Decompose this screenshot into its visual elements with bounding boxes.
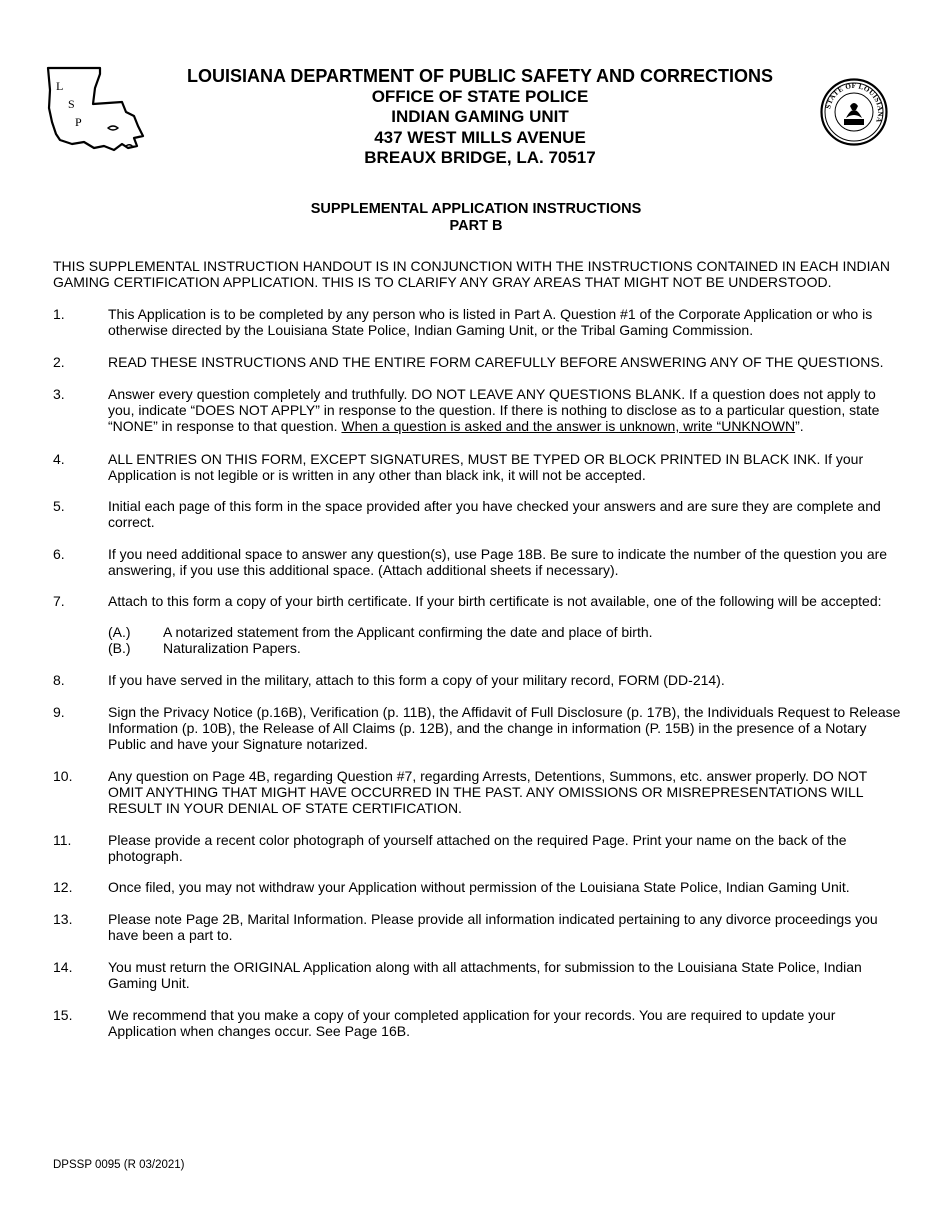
- instruction-item-15: [53, 1007, 903, 1039]
- state-seal: [820, 78, 888, 146]
- header-city: BREAUX BRIDGE, LA. 70517: [364, 148, 596, 167]
- item-text: Any question on Page 4B, regarding Question #7, regarding Arrests, Detentions, Summons, etc. answer properly. DO NOT OMIT ANYTHING THAT MIGHT HAVE OCCURRED IN THE PAST. ANY OMISSIONS OR MISREPRESENTATIONS WILL RESULT IN YOUR DENIAL OF STATE CERTIFICATION.: [108, 768, 867, 816]
- item-number: 8.: [53, 672, 65, 688]
- instruction-item-6: [53, 546, 903, 578]
- item-text: If you need additional space to answer any question(s), use Page 18B. Be sure to indicate the number of the question you are answering, if you use this additional space. (Attach additional sheets if necessary).: [108, 546, 888, 578]
- item-number: 9.: [53, 704, 65, 720]
- item-underlined-text: When a question is asked and the answer is unknown, write “UNKNOWN: [341, 418, 796, 434]
- instruction-item-2: [53, 354, 903, 370]
- item-number: 12.: [53, 879, 73, 895]
- instruction-item-13: [53, 911, 903, 943]
- sub-item-label: (A.): [108, 624, 131, 640]
- louisiana-map-icon: [42, 64, 146, 156]
- item-text: ALL ENTRIES ON THIS FORM, EXCEPT SIGNATURES, MUST BE TYPED OR BLOCK PRINTED IN BLACK INK. If your Application is not legible or is written in any other than black ink, it will not be accepted.: [108, 451, 864, 483]
- item-text: Please provide a recent color photograph of yourself attached on the required Page. Print your name on the back of the photograph.: [108, 832, 847, 864]
- form-number-footer: DPSSP 0095 (R 03/2021): [53, 1159, 185, 1171]
- title-line-1: SUPPLEMENTAL APPLICATION INSTRUCTIONS: [310, 201, 642, 217]
- instruction-item-7: [53, 593, 903, 609]
- sub-item-label: (B.): [108, 640, 131, 656]
- header-street: 437 WEST MILLS AVENUE: [374, 127, 586, 147]
- item-text: Attach to this form a copy of your birth certificate. If your birth certificate is not available, one of the following will be accepted:: [108, 593, 882, 609]
- header-unit: INDIAN GAMING UNIT: [391, 107, 569, 126]
- item-number: 10.: [53, 768, 73, 784]
- instruction-item-14: [53, 959, 903, 991]
- item-number: 2.: [53, 354, 65, 370]
- document-title: [150, 201, 802, 235]
- item-text: You must return the ORIGINAL Application along with all attachments, for submission to the Louisiana State Police, Indian Gaming Unit.: [108, 959, 862, 991]
- item-number: 1.: [53, 306, 65, 322]
- item-number: 7.: [53, 593, 65, 609]
- item-number: 11.: [53, 832, 72, 848]
- item-text: If you have served in the military, attach to this form a copy of your military record, FORM (DD-214).: [108, 672, 725, 688]
- sub-item-text: Naturalization Papers.: [163, 640, 301, 656]
- instruction-item-11: [53, 832, 903, 864]
- item-text: This Application is to be completed by any person who is listed in Part A. Question #1 of the Corporate Application or who is otherwise directed by the Louisiana State Police, Indian Gaming Unit, or the Tribal Gaming Commission.: [108, 306, 873, 338]
- title-line-2: PART B: [449, 218, 503, 234]
- lsp-louisiana-logo: [42, 64, 146, 156]
- sub-item-b: [108, 640, 808, 656]
- instruction-item-8: [53, 672, 903, 688]
- item-text-tail: ”.: [795, 418, 804, 434]
- instruction-item-3: [53, 386, 903, 434]
- header-office: OFFICE OF STATE POLICE: [371, 86, 589, 106]
- item-text: Sign the Privacy Notice (p.16B), Verification (p. 11B), the Affidavit of Full Disclosure (p. 17B), the Individuals Request to Release Information (p. 10B), the Release of All Claims (p. 12B), and the change in information (P. 15B) in the presence of a Notary Public and have your Signature notarized.: [108, 704, 901, 752]
- item-number: 5.: [53, 498, 65, 514]
- item-text: Once filed, you may not withdraw your Application without permission of the Louisiana State Police, Indian Gaming Unit.: [108, 879, 850, 895]
- instruction-item-5: [53, 498, 903, 530]
- item-text: Please note Page 2B, Marital Information. Please provide all information indicated pertaining to any divorce proceedings you have been a part to.: [108, 911, 878, 943]
- logo-letter-s: S: [68, 97, 75, 111]
- item-number: 4.: [53, 451, 65, 467]
- item-text: Answer every question completely and truthfully. DO NOT LEAVE ANY QUESTIONS BLANK. If a question does not apply to you, indicate “DOES NOT APPLY” in response to the question. If there is nothing to disclose as to a particular question, state “NONE” in response to that question.: [108, 386, 880, 434]
- instruction-item-10: [53, 768, 903, 816]
- sub-item-text: A notarized statement from the Applicant confirming the date and place of birth.: [163, 624, 653, 640]
- item-number: 13.: [53, 911, 73, 927]
- item-number: 14.: [53, 959, 73, 975]
- instruction-item-1: [53, 306, 903, 338]
- instruction-item-9: [53, 704, 903, 752]
- instruction-item-12: [53, 879, 903, 895]
- item-text: READ THESE INSTRUCTIONS AND THE ENTIRE FORM CAREFULLY BEFORE ANSWERING ANY OF THE QUESTIONS.: [108, 354, 884, 370]
- item-number: 6.: [53, 546, 65, 562]
- seal-icon: [820, 78, 888, 146]
- item-number: 15.: [53, 1007, 73, 1023]
- item-text: We recommend that you make a copy of your completed application for your records. You are required to update your Application when changes occur. See Page 16B.: [108, 1007, 836, 1039]
- intro-paragraph: THIS SUPPLEMENTAL INSTRUCTION HANDOUT IS IN CONJUNCTION WITH THE INSTRUCTIONS CONTAINED IN EACH INDIAN GAMING CERTIFICATION APPLICATION. THIS IS TO CLARIFY ANY GRAY AREAS THAT MIGHT NOT BE UNDERSTOOD.: [53, 258, 890, 290]
- sub-item-a: [108, 624, 808, 640]
- item-text-container: [108, 386, 903, 434]
- logo-letter-p: P: [75, 115, 82, 129]
- seal-ring-text: STATE OF LOUISIANA: [824, 81, 885, 124]
- item-text: Initial each page of this form in the space provided after you have checked your answers and are sure they are complete and correct.: [108, 498, 881, 530]
- agency-header: [150, 66, 810, 169]
- instruction-item-4: [53, 451, 903, 483]
- header-department: LOUISIANA DEPARTMENT OF PUBLIC SAFETY AND CORRECTIONS: [186, 66, 773, 86]
- item-number: 3.: [53, 386, 65, 402]
- logo-letter-l: L: [56, 79, 64, 93]
